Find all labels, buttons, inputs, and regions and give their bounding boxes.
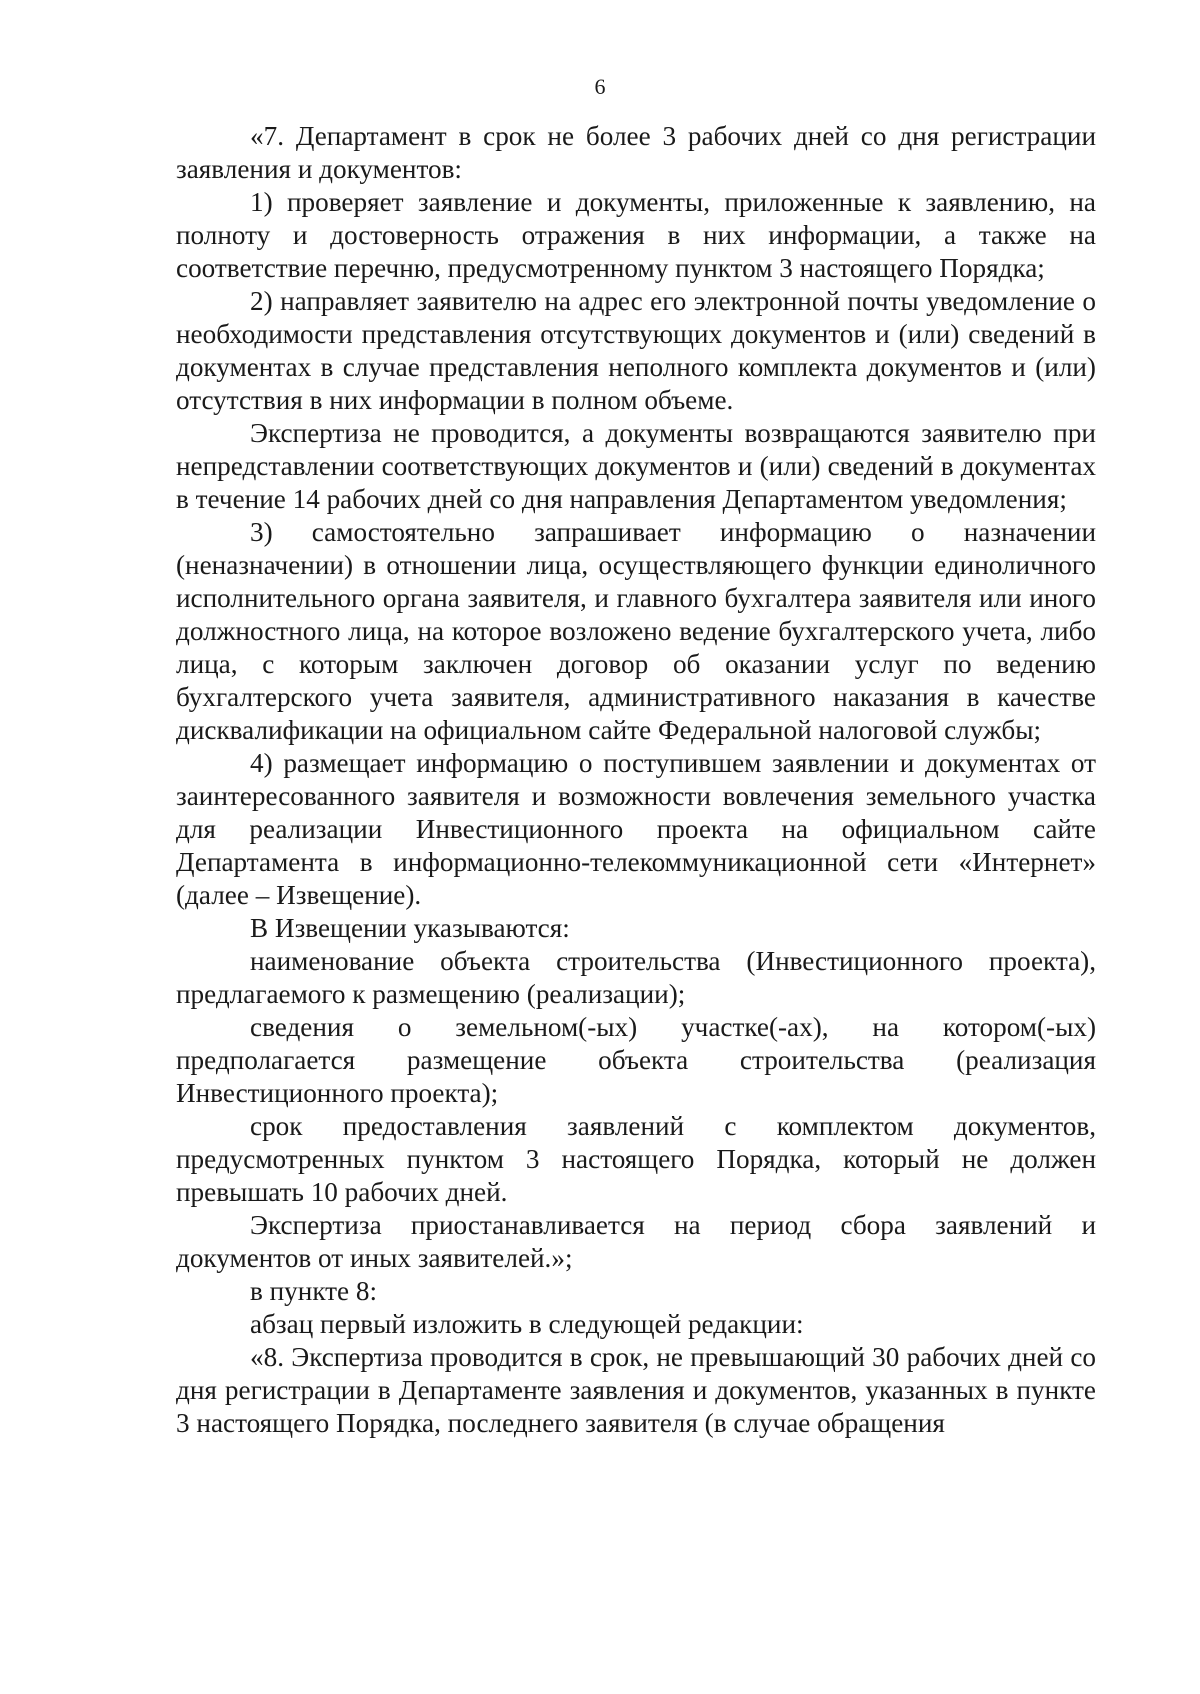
paragraph-item-7-intro: «7. Департамент в срок не более 3 рабочих дней со дня регистрации заявления и документов: — [176, 121, 1096, 184]
paragraph-expertise-suspended: Экспертиза приостанавливается на период сбора заявлений и документов от иных заявителей.»; — [176, 1210, 1096, 1273]
page-number: 6 — [594, 74, 606, 99]
paragraph-item-8-text: «8. Экспертиза проводится в срок, не превышающий 30 рабочих дней со дня регистрации в Департаменте заявления и документов, указанных в пункте 3 настоящего Порядка, последнего заявителя (в случае обращения — [176, 1342, 1096, 1438]
paragraph-item-8-ref: в пункте 8: — [250, 1276, 378, 1306]
paragraph-subitem-3: 3) самостоятельно запрашивает информацию о назначении (неназначении) в отношении лица, осуществляющего функции единоличного исполнительного органа заявителя, и главного бухгалтера заявителя или иного должностного лица, на которое возложено ведение бухгалтерского учета, либо лица, с которым заключен договор об оказании услуг по ведению бухгалтерского учета заявителя, административного наказания в качестве дисквалификации на официальном сайте Федеральной налоговой службы; — [176, 517, 1096, 745]
paragraph-submission-period: срок предоставления заявлений с комплектом документов, предусмотренных пунктом 3 настоящего Порядка, который не должен превышать 10 рабочих дней. — [176, 1111, 1096, 1207]
paragraph-subitem-2: 2) направляет заявителю на адрес его электронной почты уведомление о необходимости представления отсутствующих документов и (или) сведений в документах в случае представления неполного комплекта документов и (или) отсутствия в них информации в полном объеме. — [176, 286, 1096, 415]
paragraph-object-name: наименование объекта строительства (Инвестиционного проекта), предлагаемого к размещению (реализации); — [176, 946, 1096, 1009]
paragraph-subitem-4: 4) размещает информацию о поступившем заявлении и документах от заинтересованного заявителя и возможности вовлечения земельного участка для реализации Инвестиционного проекта на официальном сайте Департамента в информационно-телекоммуникационной сети «Интернет» (далее – Извещение). — [176, 748, 1096, 910]
paragraph-first-paragraph-edit: абзац первый изложить в следующей редакции: — [250, 1309, 804, 1339]
paragraph-subitem-1: 1) проверяет заявление и документы, приложенные к заявлению, на полноту и достоверность отражения в них информации, а также на соответствие перечню, предусмотренному пунктом 3 настоящего Порядка; — [176, 187, 1096, 283]
paragraph-land-plot-info: сведения о земельном(-ых) участке(-ах), на котором(-ых) предполагается размещение объекта строительства (реализация Инвестиционного проекта); — [176, 1012, 1096, 1108]
paragraph-expertise-not-conducted: Экспертиза не проводится, а документы возвращаются заявителю при непредставлении соответствующих документов и (или) сведений в документах в течение 14 рабочих дней со дня направления Департаментом уведомления; — [176, 418, 1096, 514]
document-body — [176, 120, 1096, 1440]
paragraph-notice-contents: В Извещении указываются: — [250, 913, 570, 943]
